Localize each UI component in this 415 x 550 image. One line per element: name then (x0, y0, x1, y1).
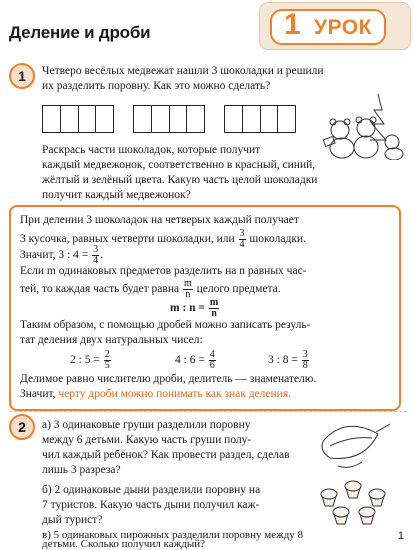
task2-line: 7 туристов. Какую часть дыни получил каж- (42, 499, 260, 511)
task1-line: их разделить поровну. Как это можно сделать? (42, 80, 271, 92)
lesson-number: 1 (284, 8, 301, 41)
rule-line: При делении 3 шоколадок на четверых каждый получает (20, 214, 299, 226)
rule-line: Значит, 3 : 4 = $\frac{3}{4}$ . (20, 244, 103, 266)
page-number: 1 (397, 530, 404, 542)
divider (9, 411, 407, 412)
rule-line: Делимое равно числителю дроби, делитель — знаменателю. (20, 373, 317, 385)
fraction-m-n: $\frac{m}{n}$ (183, 278, 192, 300)
lesson-tab (259, 2, 411, 50)
example-3-8: 3 : 8 = $\frac{3}{8}$ (268, 349, 308, 371)
chocolate-bar-2[interactable] (133, 105, 205, 133)
example-2-5: 2 : 5 = $\frac{2}{5}$ (70, 349, 110, 371)
task2-line: детьми. Сколько получил каждый? (42, 538, 205, 550)
fraction-3-4: $\frac{3}{4}$ (93, 244, 99, 266)
lesson-label: УРОК (314, 16, 372, 39)
rule-line: тат деления двух натуральных чисел: (20, 334, 203, 346)
task2-line: дый турист? (42, 514, 103, 526)
task-number-1: 1 (9, 63, 35, 89)
chocolate-bar-3[interactable] (224, 105, 296, 133)
lesson-badge (270, 9, 386, 45)
task2-line: а) 3 одинаковые груши разделили поровну (42, 419, 251, 431)
task2-line: лишь 3 разреза? (42, 464, 121, 476)
page-title: Деление и дроби (9, 23, 151, 42)
task1-line: получит каждый медвежонок? (42, 189, 191, 201)
bears-illustration (318, 90, 406, 160)
rule-line: Если m одинаковых предметов разделить на n равных час- (20, 265, 307, 277)
rule-line: тей, то каждая часть будет равна $\frac{m}{n}$ целого предмета. (20, 278, 281, 300)
rule-line: Значит, черту дроби можно понимать как знак деления. (20, 388, 291, 400)
task2-line: в) 5 одинаковых пирожных разделили поровну между 8 (42, 529, 304, 541)
task1-line: Четверо весёлых медвежат нашли 3 шоколадки и решили (42, 65, 324, 77)
task2-line: чил каждый ребёнок? Как провести раздел, сделав (42, 449, 290, 461)
highlight-text: черту дроби можно понимать как знак деления. (58, 388, 291, 400)
melon-cakes-illustration (316, 418, 406, 528)
task2-line: б) 2 одинаковые дыни разделили поровну на (42, 484, 261, 496)
chocolate-bar-1[interactable] (42, 105, 114, 133)
task1-line: Раскрась части шоколадок, которые получит (42, 144, 261, 156)
task1-line: каждый медвежонок, соответственно в красный, синий, (42, 159, 316, 171)
task-number-2: 2 (9, 414, 35, 440)
rule-line: Таким образом, с помощью дробей можно записать резуль- (20, 319, 311, 331)
task1-line: жёлтый и зелёный цвета. Какую часть целой шоколадки (42, 174, 318, 186)
fraction-3-4: $\frac{3}{4}$ (239, 228, 245, 250)
rule-line: 3 кусочка, равных четверти шоколадки, или $\frac{3}{4}$ шоколадки. (20, 228, 306, 250)
formula-m-n: m : n = $\frac{m}{n}$ (170, 297, 219, 319)
task2-line: между 6 детьми. Какую часть груши полу- (42, 434, 252, 446)
example-4-6: 4 : 6 = $\frac{4}{6}$ (175, 349, 215, 371)
